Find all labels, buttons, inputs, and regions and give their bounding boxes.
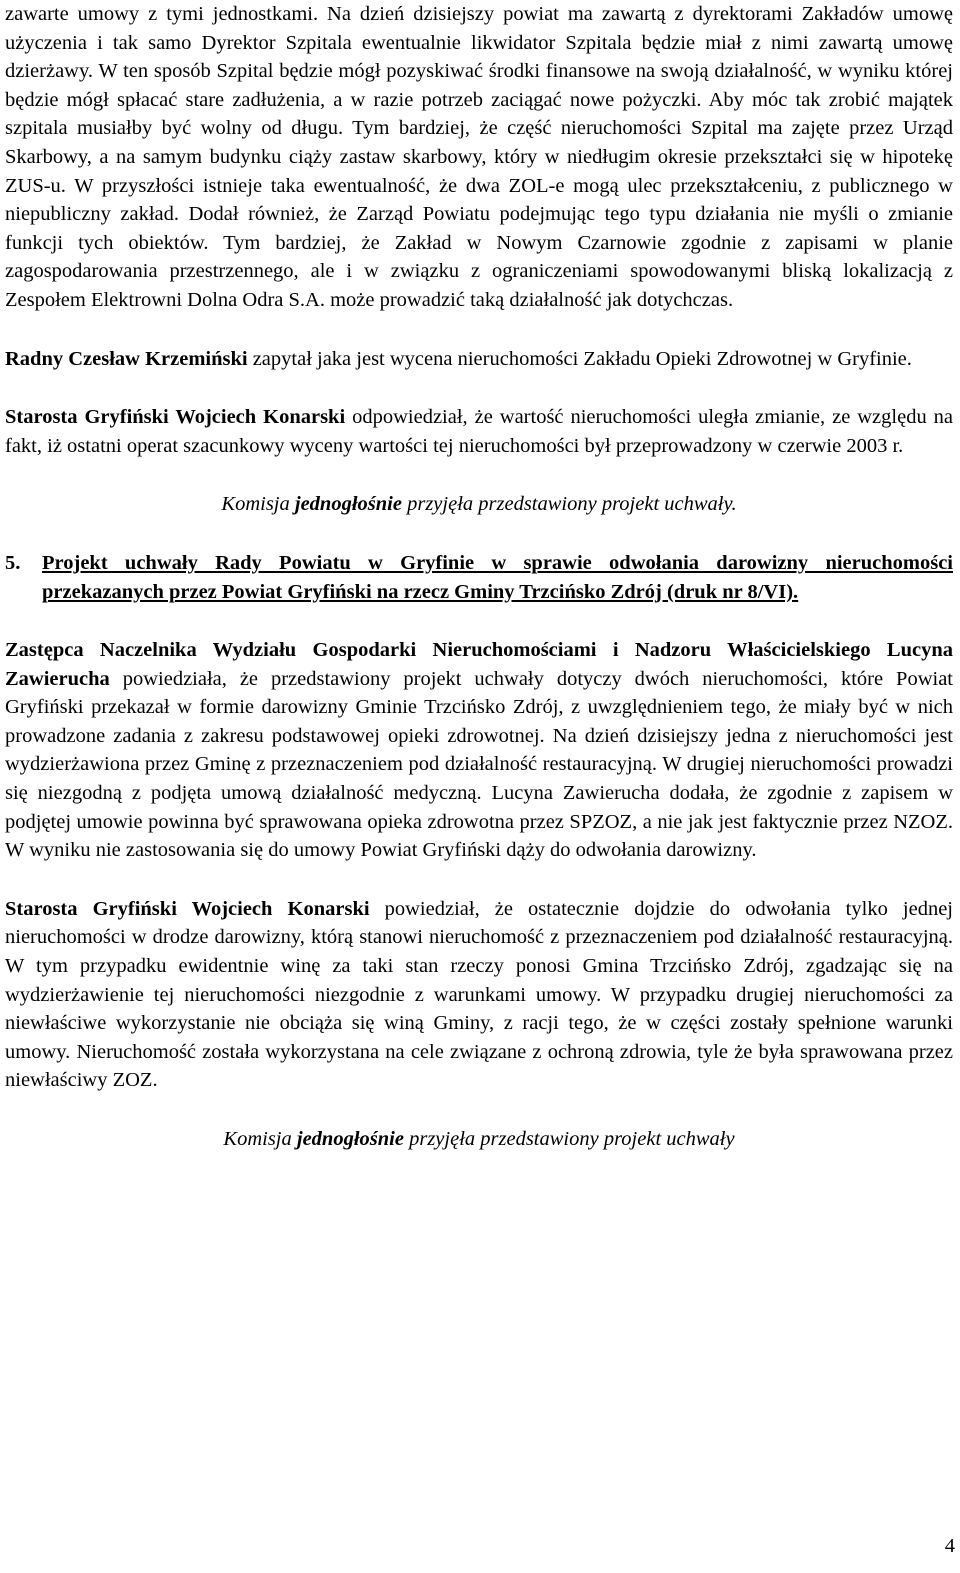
- commission-label: Komisja: [223, 1128, 297, 1150]
- paragraph-question-krzeminski: [5, 345, 953, 374]
- paragraph-zawierucha: [5, 636, 953, 865]
- statement-text: odpowiedział, że wartość nieruchomości uległa zmianie, ze względu na fakt, iż ostatni operat szacunkowy wyceny wartości tej nieruchomości był przeprowadzony w czerwie 2003 r.: [5, 406, 954, 457]
- agenda-item-number: 5.: [5, 551, 21, 574]
- agenda-item-5: [5, 549, 953, 606]
- commission-decision: przyjęła przedstawiony projekt uchwały: [403, 1128, 735, 1150]
- commission-vote-2: [5, 1125, 953, 1154]
- document-page: [5, 0, 953, 1154]
- speaker-name: Zastępca Naczelnika Wydziału Gospodarki Nieruchomościami i Nadzoru Właścicielskiego Lucyna Zawierucha: [5, 639, 953, 690]
- commission-decision: przyjęła przedstawiony projekt uchwały.: [401, 493, 737, 516]
- agenda-item-title: Projekt uchwały Rady Powiatu w Gryfinie w sprawie odwołania darowizny nieruchomości przekazanych przez Powiat Gryfiński na rzecz Gminy Trzcińsko Zdrój (druk nr 8/VI).: [42, 551, 953, 603]
- page-number: 4: [944, 1535, 955, 1557]
- statement-text: zapytał jaka jest wycena nieruchomości Zakładu Opieki Zdrowotnej w Gryfinie.: [247, 347, 912, 370]
- paragraph-konarski-2: [5, 895, 953, 1095]
- vote-result: jednogłośnie: [294, 493, 402, 516]
- speaker-name: Radny Czesław Krzemiński: [5, 347, 248, 370]
- vote-result: jednogłośnie: [296, 1128, 404, 1150]
- speaker-name: Starosta Gryfiński Wojciech Konarski: [5, 406, 346, 429]
- speaker-name: Starosta Gryfiński Wojciech Konarski: [5, 897, 370, 920]
- statement-text: powiedziała, że przedstawiony projekt uchwały dotyczy dwóch nieruchomości, które Powiat Gryfiński przekazał w formie darowizny Gminie Trzcińsko Zdrój, z uwzględnieniem tego, że miały być w nich prowadzone zadania z zakresu podstawowej opieki zdrowotnej. Na dzień dzisiejszy jedna z nieruchomości jest wydzierżawiona przez Gminę z przeznaczeniem pod działalność restauracyjną. W drugiej nieruchomości prowadzi się niezgodną z podjęta umową działalność medyczną. Lucyna Zawierucha dodała, że zgodnie z zapisem w podjętej umowie powinna być sprawowana opieka zdrowotna przez SPZOZ, a nie jak jest faktycznie przez NZOZ. W wyniku nie zastosowania się do umowy Powiat Gryfiński dąży do odwołania darowizny.: [5, 667, 953, 862]
- paragraph-hospital-assets: zawarte umowy z tymi jednostkami. Na dzień dzisiejszy powiat ma zawartą z dyrektorami Zakładów umowę użyczenia i tak samo Dyrektor Szpitala ewentualnie likwidator Szpitala będzie miał z nimi zawartą umowę dzierżawy. W ten sposób Szpital będzie mógł pozyskiwać środki finansowe na swoją działalność, w wyniku której będzie mógł spłacać stare zadłużenia, a w razie potrzeb zaciągać nowe pożyczki. Aby móc tak zrobić majątek szpitala musiałby być wolny od długu. Tym bardziej, że część nieruchomości Szpital ma zajęte przez Urząd Skarbowy, a na samym budynku ciąży zastaw skarbowy, który w niedługim okresie przekształci się w hipotekę ZUS-u. W przyszłości istnieje taka ewentualność, że dwa ZOL-e mogą ulec przekształceniu, z publicznego w niepubliczny zakład. Dodał również, że Zarząd Powiatu podejmując tego typu działania nie myśli o zmianie funkcji tych obiektów. Tym bardziej, że Zakład w Nowym Czarnowie zgodnie z zapisami w planie zagospodarowania przestrzennego, ale i w związku z ograniczeniami spowodowanymi bliską lokalizacją z Zespołem Elektrowni Dolna Odra S.A. może prowadzić taką działalność jak dotychczas.: [5, 3, 953, 311]
- statement-text: powiedział, że ostatecznie dojdzie do odwołania tylko jednej nieruchomości w drodze darowizny, którą stanowi nieruchomość z przeznaczeniem pod działalność restauracyjną. W tym przypadku ewidentnie winę za taki stan rzeczy ponosi Gmina Trzcińsko Zdrój, zgadzając się na wydzierżawienie tej nieruchomości niezgodnie z warunkami umowy. W przypadku drugiej nieruchomości za niewłaściwe wykorzystanie nie obciąża się winą Gminy, z racji tego, że w części zostały spełnione warunki umowy. Nieruchomość została wykorzystana na cele związane z ochroną zdrowia, tyle że była sprawowana przez niewłaściwy ZOZ.: [5, 897, 953, 1092]
- commission-label: Komisja: [221, 493, 295, 516]
- commission-vote-1: [5, 490, 953, 519]
- paragraph-answer-konarski: [5, 403, 953, 460]
